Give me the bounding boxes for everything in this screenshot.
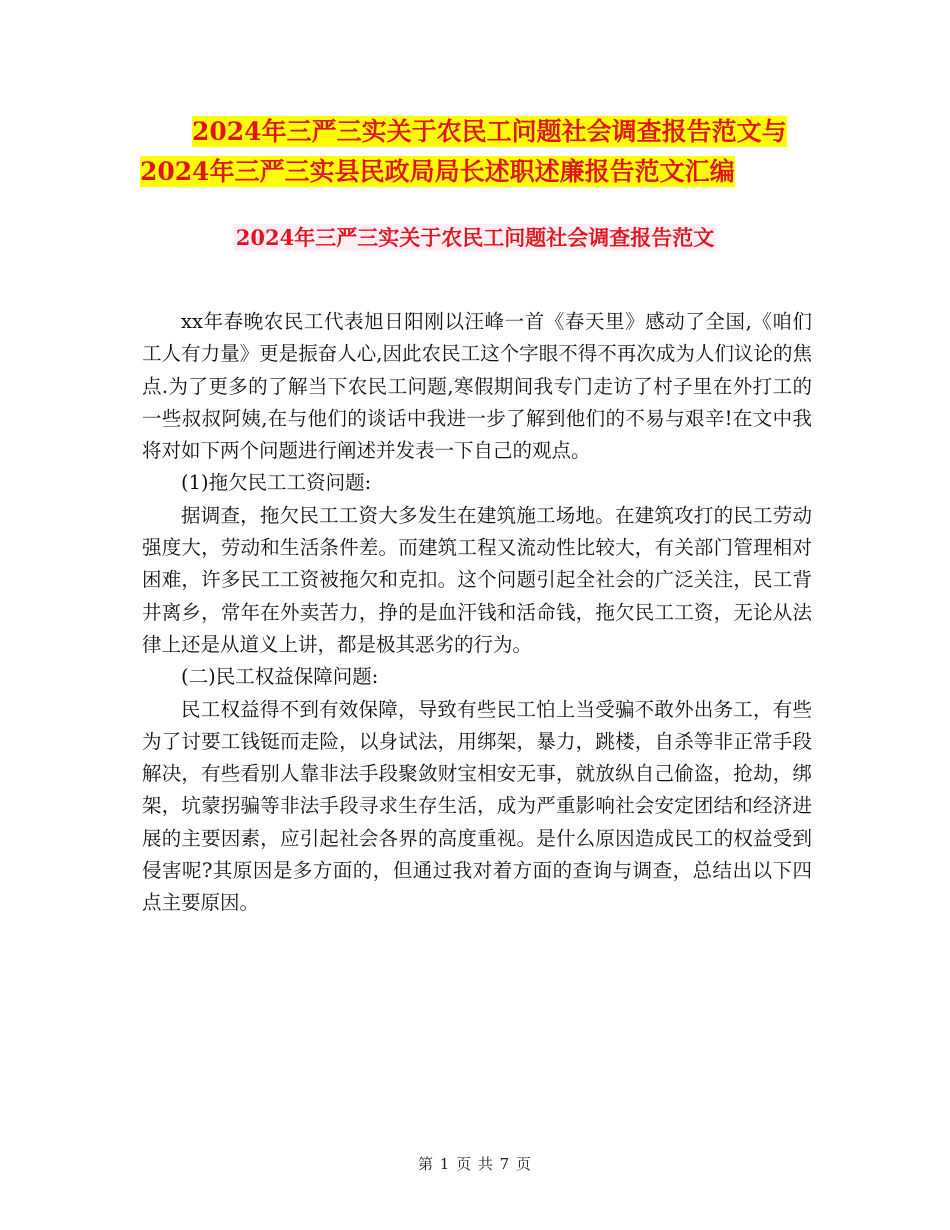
document-body	[142, 306, 812, 920]
section-title	[0, 223, 950, 253]
paragraph-intro: xx年春晚农民工代表旭日阳刚以汪峰一首《春天里》感动了全国,《咱们工人有力量》更是振奋人心,因此农民工这个字眼不得不再次成为人们议论的焦点.为了更多的了解当下农民工问题,寒假期间我专门走访了村子里在外打工的一些叔叔阿姨,在与他们的谈话中我进一步了解到他们的不易与艰辛!在文中我将对如下两个问题进行阐述并发表一下自己的观点。	[142, 310, 812, 463]
page-number: 第 1 页 共 7 页	[418, 1155, 532, 1173]
section-title-text: 2024年三严三实关于农民工问题社会调查报告范文	[235, 225, 715, 250]
title-line-1	[140, 112, 840, 152]
paragraph-rights-protection: 民工权益得不到有效保障，导致有些民工怕上当受骗不敢外出务工，有些为了讨要工钱铤而走险，以身试法，用绑架，暴力，跳楼，自杀等非正常手段解决，有些看别人靠非法手段聚敛财宝相安无事，就放纵自己偷盗，抢劫，绑架，坑蒙拐骗等非法手段寻求生存生活，成为严重影响社会安定团结和经济进展的主要因素，应引起社会各界的高度重视。是什么原因造成民工的权益受到侵害呢?其原因是多方面的，但通过我对着方面的查询与调查，总结出以下四点主要原因。	[142, 697, 812, 915]
heading-rights-protection: (二)民工权益保障问题:	[181, 665, 379, 689]
title-line-2-text: 2024年三严三实县民政局局长述职述廉报告范文汇编	[140, 157, 735, 186]
title-line-1-text: 2024年三严三实关于农民工问题社会调查报告范文与	[192, 117, 787, 146]
paragraph-unpaid-wages: 据调查，拖欠民工工资大多发生在建筑施工场地。在建筑攻打的民工劳动强度大，劳动和生活条件差。而建筑工程又流动性比较大，有关部门管理相对困难，许多民工工资被拖欠和克扣。这个问题引起全社会的广泛关注，民工背井离乡，常年在外卖苦力，挣的是血汗钱和活命钱，拖欠民工工资，无论从法律上还是从道义上讲，都是极其恶劣的行为。	[142, 503, 812, 656]
title-line-2	[140, 152, 840, 192]
document-title	[140, 112, 840, 192]
heading-unpaid-wages: (1)拖欠民工工资问题:	[181, 471, 372, 495]
